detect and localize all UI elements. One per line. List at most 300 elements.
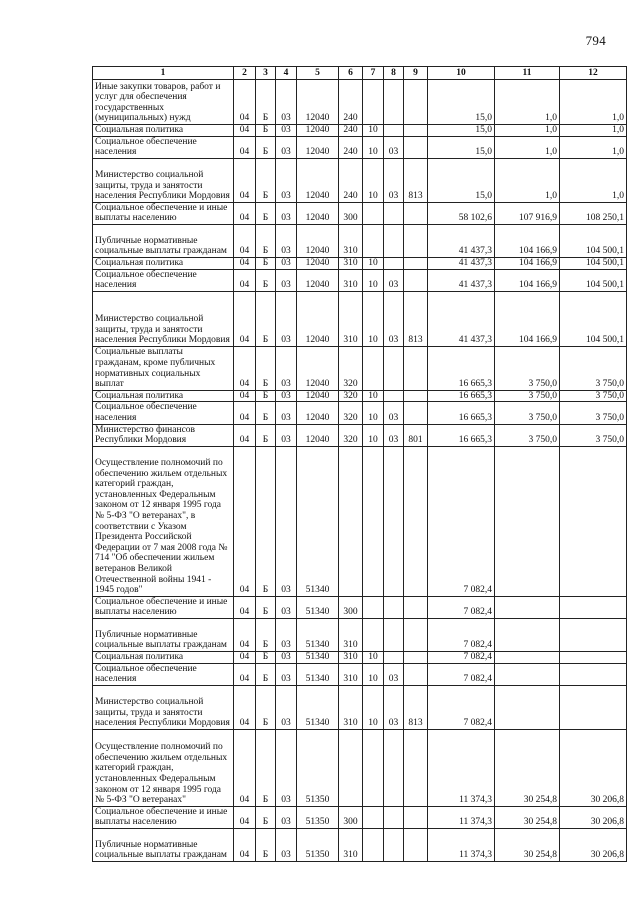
table-row — [93, 269, 627, 291]
cell-code: 310 — [339, 685, 363, 729]
cell-code: 51340 — [297, 663, 339, 685]
cell-code — [404, 729, 428, 806]
cell-amount: 1,0 — [560, 136, 627, 158]
cell-amount: 1,0 — [495, 125, 560, 137]
table-row — [93, 224, 627, 257]
column-header: 5 — [297, 67, 339, 80]
cell-code — [363, 202, 384, 224]
cell-code — [404, 596, 428, 618]
table-row — [93, 663, 627, 685]
row-name-cell: Социальная политика — [93, 390, 234, 402]
cell-code: 320 — [339, 390, 363, 402]
cell-code: Б — [256, 828, 276, 861]
row-name-cell: Министерство социальной защиты, труда и занятости населения Республики Мордовия — [93, 158, 234, 202]
table-header-row — [93, 67, 627, 80]
cell-code: 04 — [234, 446, 256, 596]
budget-table — [92, 66, 627, 862]
cell-code — [363, 80, 384, 125]
cell-code: 310 — [339, 828, 363, 861]
column-header: 6 — [339, 67, 363, 80]
cell-code — [404, 125, 428, 137]
cell-amount: 3 750,0 — [560, 346, 627, 390]
cell-code: 04 — [234, 80, 256, 125]
cell-code: 300 — [339, 202, 363, 224]
cell-amount: 107 916,9 — [495, 202, 560, 224]
table-row — [93, 291, 627, 346]
cell-code: 03 — [276, 269, 297, 291]
cell-code: 03 — [276, 446, 297, 596]
cell-code: 12040 — [297, 390, 339, 402]
row-name-cell: Социальная политика — [93, 651, 234, 663]
cell-code: 04 — [234, 651, 256, 663]
cell-code: 04 — [234, 291, 256, 346]
table-row — [93, 446, 627, 596]
cell-amount: 1,0 — [560, 158, 627, 202]
cell-amount: 1,0 — [495, 136, 560, 158]
cell-code: 03 — [276, 346, 297, 390]
cell-code: Б — [256, 202, 276, 224]
table-row — [93, 596, 627, 618]
column-header: 7 — [363, 67, 384, 80]
cell-code — [384, 390, 404, 402]
cell-code: 03 — [276, 729, 297, 806]
cell-amount: 16 665,3 — [428, 390, 495, 402]
column-header: 4 — [276, 67, 297, 80]
cell-code: 10 — [363, 158, 384, 202]
cell-amount: 3 750,0 — [495, 402, 560, 424]
cell-code: 12040 — [297, 136, 339, 158]
cell-amount — [495, 663, 560, 685]
table-row — [93, 202, 627, 224]
cell-code — [363, 618, 384, 651]
cell-code — [404, 346, 428, 390]
row-name-cell: Публичные нормативные социальные выплаты гражданам — [93, 618, 234, 651]
cell-code: 10 — [363, 136, 384, 158]
cell-code: 04 — [234, 424, 256, 446]
cell-amount: 3 750,0 — [560, 424, 627, 446]
cell-code: 03 — [276, 390, 297, 402]
cell-code — [384, 257, 404, 269]
cell-code: 320 — [339, 346, 363, 390]
cell-code — [384, 346, 404, 390]
cell-amount: 1,0 — [495, 158, 560, 202]
cell-code — [404, 80, 428, 125]
table-row — [93, 729, 627, 806]
row-name-cell: Публичные нормативные социальные выплаты гражданам — [93, 224, 234, 257]
page-number: 794 — [585, 33, 606, 48]
cell-code: Б — [256, 291, 276, 346]
row-name-cell: Осуществление полномочий по обеспечению жильем отдельных категорий граждан, установленных Федеральным законом от 12 января 1995 года № 5-ФЗ "О ветеранах", в соответствии с Указом Президента Российской Федерации от 7 мая 2008 года № 714 "Об обеспечении жильем ветеранов Великой Отечественной войны 1941 - 1945 годов" — [93, 446, 234, 596]
cell-amount: 16 665,3 — [428, 424, 495, 446]
cell-code: 300 — [339, 596, 363, 618]
cell-code — [404, 202, 428, 224]
column-header: 1 — [93, 67, 234, 80]
row-name-cell: Публичные нормативные социальные выплаты гражданам — [93, 828, 234, 861]
cell-code: 04 — [234, 257, 256, 269]
cell-amount — [495, 596, 560, 618]
cell-code — [363, 596, 384, 618]
cell-code: 51340 — [297, 596, 339, 618]
table-row — [93, 618, 627, 651]
column-header: 3 — [256, 67, 276, 80]
cell-code: 310 — [339, 224, 363, 257]
cell-code: 03 — [276, 125, 297, 137]
cell-amount: 7 082,4 — [428, 596, 495, 618]
cell-code: 04 — [234, 269, 256, 291]
cell-code — [404, 806, 428, 828]
cell-amount: 1,0 — [560, 125, 627, 137]
cell-code — [404, 390, 428, 402]
cell-code — [384, 224, 404, 257]
cell-amount: 104 166,9 — [495, 224, 560, 257]
cell-amount: 30 254,8 — [495, 828, 560, 861]
cell-amount — [560, 651, 627, 663]
cell-code — [339, 729, 363, 806]
cell-code: 813 — [404, 291, 428, 346]
cell-code — [384, 125, 404, 137]
cell-code: 320 — [339, 424, 363, 446]
cell-code — [384, 446, 404, 596]
cell-amount: 30 254,8 — [495, 729, 560, 806]
cell-amount: 3 750,0 — [560, 402, 627, 424]
cell-code: 51340 — [297, 618, 339, 651]
cell-code: 03 — [276, 402, 297, 424]
cell-code — [363, 806, 384, 828]
cell-code — [384, 202, 404, 224]
cell-amount — [495, 651, 560, 663]
row-name-cell: Осуществление полномочий по обеспечению жильем отдельных категорий граждан, установленных Федеральным законом от 12 января 1995 года № 5-ФЗ "О ветеранах" — [93, 729, 234, 806]
cell-code: 04 — [234, 828, 256, 861]
cell-code — [384, 729, 404, 806]
cell-code: 04 — [234, 136, 256, 158]
cell-code — [363, 828, 384, 861]
cell-code: 03 — [384, 269, 404, 291]
cell-code: Б — [256, 663, 276, 685]
cell-code — [384, 806, 404, 828]
cell-code: 03 — [384, 291, 404, 346]
cell-code: 04 — [234, 346, 256, 390]
cell-code: 03 — [384, 402, 404, 424]
row-name-cell: Министерство финансов Республики Мордовия — [93, 424, 234, 446]
cell-code: Б — [256, 685, 276, 729]
cell-code — [404, 402, 428, 424]
cell-code: 03 — [384, 685, 404, 729]
cell-code: Б — [256, 257, 276, 269]
cell-code — [384, 618, 404, 651]
cell-code: 03 — [276, 158, 297, 202]
cell-amount: 104 166,9 — [495, 291, 560, 346]
cell-code: 12040 — [297, 80, 339, 125]
cell-code: 10 — [363, 663, 384, 685]
row-name-cell: Социальная политика — [93, 125, 234, 137]
cell-amount — [495, 446, 560, 596]
table-row — [93, 828, 627, 861]
cell-amount: 11 374,3 — [428, 806, 495, 828]
cell-amount: 41 437,3 — [428, 224, 495, 257]
cell-code: 300 — [339, 806, 363, 828]
cell-code: 12040 — [297, 224, 339, 257]
cell-code: 240 — [339, 80, 363, 125]
cell-code: 310 — [339, 618, 363, 651]
cell-amount: 1,0 — [560, 80, 627, 125]
row-name-cell: Министерство социальной защиты, труда и занятости населения Республики Мордовия — [93, 685, 234, 729]
cell-code: 03 — [276, 685, 297, 729]
column-header: 8 — [384, 67, 404, 80]
cell-code: 04 — [234, 806, 256, 828]
cell-amount: 16 665,3 — [428, 402, 495, 424]
cell-amount: 30 254,8 — [495, 806, 560, 828]
cell-code: 03 — [276, 651, 297, 663]
row-name-cell: Министерство социальной защиты, труда и занятости населения Республики Мордовия — [93, 291, 234, 346]
cell-code: 04 — [234, 202, 256, 224]
cell-amount: 104 166,9 — [495, 257, 560, 269]
cell-code: 310 — [339, 663, 363, 685]
table-body — [93, 80, 627, 862]
cell-code: 03 — [276, 136, 297, 158]
cell-amount: 41 437,3 — [428, 291, 495, 346]
row-name-cell: Социальные выплаты гражданам, кроме публичных нормативных социальных выплат — [93, 346, 234, 390]
cell-code — [404, 224, 428, 257]
table-row — [93, 685, 627, 729]
cell-code: 12040 — [297, 291, 339, 346]
cell-amount — [560, 596, 627, 618]
cell-code: 04 — [234, 596, 256, 618]
cell-code: 310 — [339, 651, 363, 663]
cell-code: Б — [256, 424, 276, 446]
cell-code: 12040 — [297, 269, 339, 291]
cell-amount: 7 082,4 — [428, 685, 495, 729]
cell-code: 04 — [234, 125, 256, 137]
cell-amount: 30 206,8 — [560, 806, 627, 828]
cell-code: 04 — [234, 663, 256, 685]
cell-code: 04 — [234, 390, 256, 402]
cell-code: 813 — [404, 158, 428, 202]
row-name-cell: Социальное обеспечение населения — [93, 663, 234, 685]
cell-amount: 41 437,3 — [428, 269, 495, 291]
column-header: 10 — [428, 67, 495, 80]
cell-code: 03 — [276, 618, 297, 651]
row-name-cell: Иные закупки товаров, работ и услуг для обеспечения государственных (муниципальных) нужд — [93, 80, 234, 125]
cell-amount: 15,0 — [428, 80, 495, 125]
cell-code: 51340 — [297, 651, 339, 663]
cell-code: 04 — [234, 729, 256, 806]
cell-code: 310 — [339, 269, 363, 291]
cell-code: 04 — [234, 685, 256, 729]
cell-code: 813 — [404, 685, 428, 729]
row-name-cell: Социальное обеспечение и иные выплаты населению — [93, 806, 234, 828]
cell-code: 51340 — [297, 446, 339, 596]
cell-code: 10 — [363, 651, 384, 663]
cell-amount: 3 750,0 — [495, 390, 560, 402]
cell-amount: 7 082,4 — [428, 446, 495, 596]
column-header: 9 — [404, 67, 428, 80]
table-row — [93, 136, 627, 158]
cell-code: 240 — [339, 136, 363, 158]
cell-code — [404, 651, 428, 663]
cell-amount — [560, 663, 627, 685]
cell-code: 12040 — [297, 202, 339, 224]
cell-code: 320 — [339, 402, 363, 424]
cell-code — [384, 596, 404, 618]
cell-code: 03 — [276, 291, 297, 346]
cell-code: 03 — [276, 828, 297, 861]
cell-code: 12040 — [297, 402, 339, 424]
cell-code: 04 — [234, 618, 256, 651]
cell-code: 03 — [276, 424, 297, 446]
cell-code — [363, 446, 384, 596]
cell-code: 310 — [339, 257, 363, 269]
cell-code: Б — [256, 390, 276, 402]
cell-code: Б — [256, 618, 276, 651]
cell-amount: 7 082,4 — [428, 663, 495, 685]
cell-amount: 15,0 — [428, 125, 495, 137]
column-header: 2 — [234, 67, 256, 80]
cell-code — [404, 828, 428, 861]
cell-code: Б — [256, 596, 276, 618]
cell-code — [363, 729, 384, 806]
cell-amount: 16 665,3 — [428, 346, 495, 390]
cell-code — [384, 828, 404, 861]
row-name-cell: Социальное обеспечение населения — [93, 269, 234, 291]
cell-code: 10 — [363, 424, 384, 446]
row-name-cell: Социальная политика — [93, 257, 234, 269]
cell-code: 12040 — [297, 346, 339, 390]
cell-code: Б — [256, 158, 276, 202]
row-name-cell: Социальное обеспечение населения — [93, 136, 234, 158]
row-name-cell: Социальное обеспечение и иные выплаты населению — [93, 596, 234, 618]
table-row — [93, 257, 627, 269]
cell-code: 03 — [384, 136, 404, 158]
cell-code: 03 — [384, 424, 404, 446]
cell-code: Б — [256, 651, 276, 663]
cell-code: 310 — [339, 291, 363, 346]
cell-amount — [495, 618, 560, 651]
cell-code — [363, 224, 384, 257]
column-header: 12 — [560, 67, 627, 80]
cell-code: 03 — [384, 663, 404, 685]
table-row — [93, 424, 627, 446]
cell-code — [404, 257, 428, 269]
cell-code: 240 — [339, 158, 363, 202]
cell-amount: 41 437,3 — [428, 257, 495, 269]
cell-code: 51350 — [297, 828, 339, 861]
cell-code: 12040 — [297, 158, 339, 202]
cell-code: 10 — [363, 291, 384, 346]
table-row — [93, 806, 627, 828]
cell-code — [404, 446, 428, 596]
cell-code: 10 — [363, 402, 384, 424]
cell-amount: 104 500,1 — [560, 257, 627, 269]
cell-code — [404, 136, 428, 158]
cell-amount: 7 082,4 — [428, 651, 495, 663]
row-name-cell: Социальное обеспечение и иные выплаты населению — [93, 202, 234, 224]
cell-code — [404, 269, 428, 291]
cell-amount: 104 500,1 — [560, 291, 627, 346]
row-name-cell: Социальное обеспечение населения — [93, 402, 234, 424]
cell-code: 51350 — [297, 729, 339, 806]
cell-code: 240 — [339, 125, 363, 137]
cell-code: Б — [256, 806, 276, 828]
table-row — [93, 158, 627, 202]
cell-code: 03 — [276, 663, 297, 685]
cell-amount: 1,0 — [495, 80, 560, 125]
cell-code — [384, 651, 404, 663]
cell-code: 03 — [384, 158, 404, 202]
cell-code: 51340 — [297, 685, 339, 729]
cell-code: 12040 — [297, 125, 339, 137]
cell-code: 10 — [363, 269, 384, 291]
cell-code: Б — [256, 224, 276, 257]
cell-amount: 58 102,6 — [428, 202, 495, 224]
cell-amount: 30 206,8 — [560, 729, 627, 806]
table-row — [93, 651, 627, 663]
cell-code — [404, 663, 428, 685]
cell-amount: 3 750,0 — [495, 424, 560, 446]
cell-code: Б — [256, 269, 276, 291]
cell-amount: 7 082,4 — [428, 618, 495, 651]
cell-code: 03 — [276, 257, 297, 269]
cell-code — [404, 618, 428, 651]
cell-code: 03 — [276, 202, 297, 224]
cell-amount: 11 374,3 — [428, 828, 495, 861]
cell-amount — [560, 685, 627, 729]
table-row — [93, 80, 627, 125]
cell-amount: 11 374,3 — [428, 729, 495, 806]
table-row — [93, 390, 627, 402]
cell-code — [339, 446, 363, 596]
cell-code: Б — [256, 346, 276, 390]
table-row — [93, 125, 627, 137]
cell-code: Б — [256, 80, 276, 125]
cell-code: Б — [256, 125, 276, 137]
cell-code: 03 — [276, 806, 297, 828]
cell-code: 03 — [276, 596, 297, 618]
cell-amount: 108 250,1 — [560, 202, 627, 224]
cell-code: Б — [256, 136, 276, 158]
cell-amount: 15,0 — [428, 158, 495, 202]
cell-code: 10 — [363, 257, 384, 269]
cell-code: 801 — [404, 424, 428, 446]
cell-code: 04 — [234, 158, 256, 202]
cell-code: 12040 — [297, 257, 339, 269]
cell-amount: 104 500,1 — [560, 224, 627, 257]
table-row — [93, 346, 627, 390]
cell-code: 10 — [363, 125, 384, 137]
table-row — [93, 402, 627, 424]
cell-amount — [560, 446, 627, 596]
cell-amount: 30 206,8 — [560, 828, 627, 861]
cell-code: 04 — [234, 224, 256, 257]
cell-amount — [495, 685, 560, 729]
cell-code: 04 — [234, 402, 256, 424]
cell-code: Б — [256, 729, 276, 806]
cell-code: Б — [256, 446, 276, 596]
cell-amount: 104 500,1 — [560, 269, 627, 291]
cell-code: 12040 — [297, 424, 339, 446]
cell-amount: 15,0 — [428, 136, 495, 158]
cell-amount — [560, 618, 627, 651]
cell-code — [363, 346, 384, 390]
cell-code: 03 — [276, 80, 297, 125]
cell-code: Б — [256, 402, 276, 424]
cell-code — [384, 80, 404, 125]
cell-code: 03 — [276, 224, 297, 257]
column-header: 11 — [495, 67, 560, 80]
cell-amount: 3 750,0 — [560, 390, 627, 402]
cell-code: 10 — [363, 390, 384, 402]
cell-code: 51350 — [297, 806, 339, 828]
cell-amount: 3 750,0 — [495, 346, 560, 390]
